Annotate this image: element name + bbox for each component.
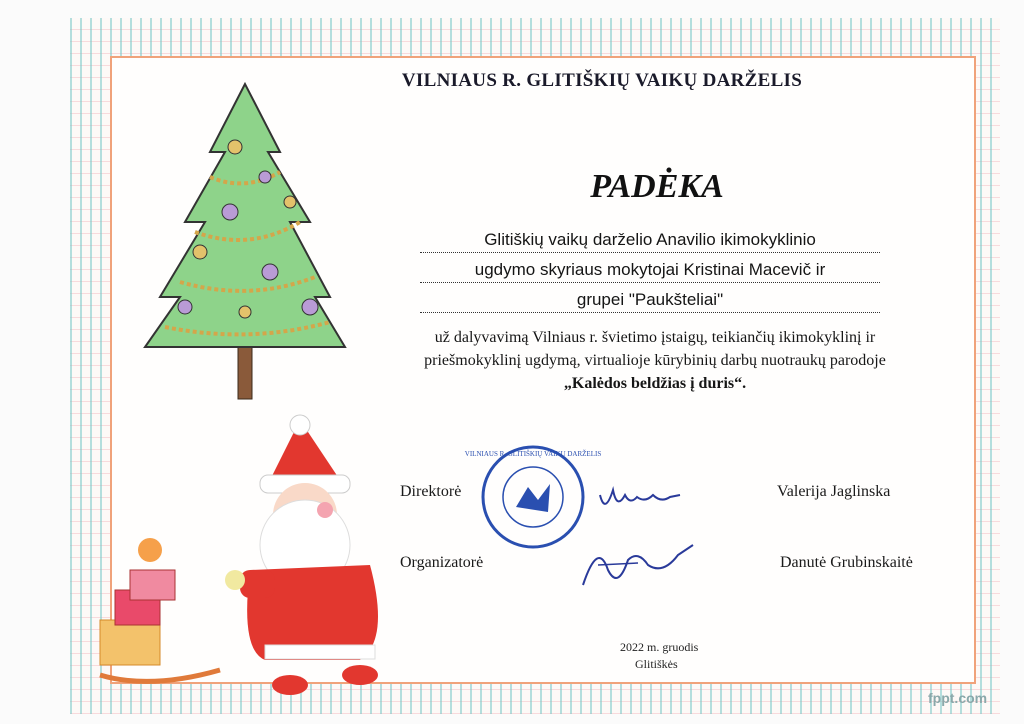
recipient-line-3: grupei "Paukšteliai" <box>420 290 880 313</box>
christmas-tree-illustration <box>140 82 350 402</box>
director-name: Valerija Jaglinska <box>777 483 891 500</box>
watermark: fppt.com <box>928 690 988 706</box>
certificate-body <box>360 326 950 395</box>
school-name: VILNIAUS R. GLITIŠKIŲ VAIKŲ DARŽELIS <box>401 70 803 91</box>
organizer-label: Organizatorė <box>400 554 484 571</box>
santa-illustration <box>90 420 410 700</box>
issue-place: Glitiškės <box>635 657 678 671</box>
director-label: Direktorė <box>400 483 462 500</box>
organizer-name: Danutė Grubinskaitė <box>780 554 913 571</box>
body-line-2: priešmokyklinį ugdymą, virtualioje kūrybinių darbų nuotraukų parodoje <box>424 352 886 369</box>
recipient-line-1: Glitiškių vaikų darželio Anavilio ikimokyklinio <box>420 230 880 253</box>
body-line-1: už dalyvavimą Vilniaus r. švietimo įstaigų, teikiančių ikimokyklinį ir <box>434 329 876 346</box>
issue-date: 2022 m. gruodis <box>620 640 699 654</box>
certificate-title: PADĖKA <box>590 168 724 205</box>
svg-text:VILNIAUS R. GLITIŠKIŲ VAIKŲ DA: VILNIAUS R. GLITIŠKIŲ VAIKŲ DARŽELIS <box>464 450 602 458</box>
recipient-line-2: ugdymo skyriaus mokytojai Kristinai Macevič ir <box>420 260 880 283</box>
official-stamp <box>464 442 602 552</box>
director-signature <box>595 475 685 520</box>
organizer-signature <box>578 535 698 595</box>
body-line-3: „Kalėdos beldžias į duris“. <box>563 375 747 392</box>
